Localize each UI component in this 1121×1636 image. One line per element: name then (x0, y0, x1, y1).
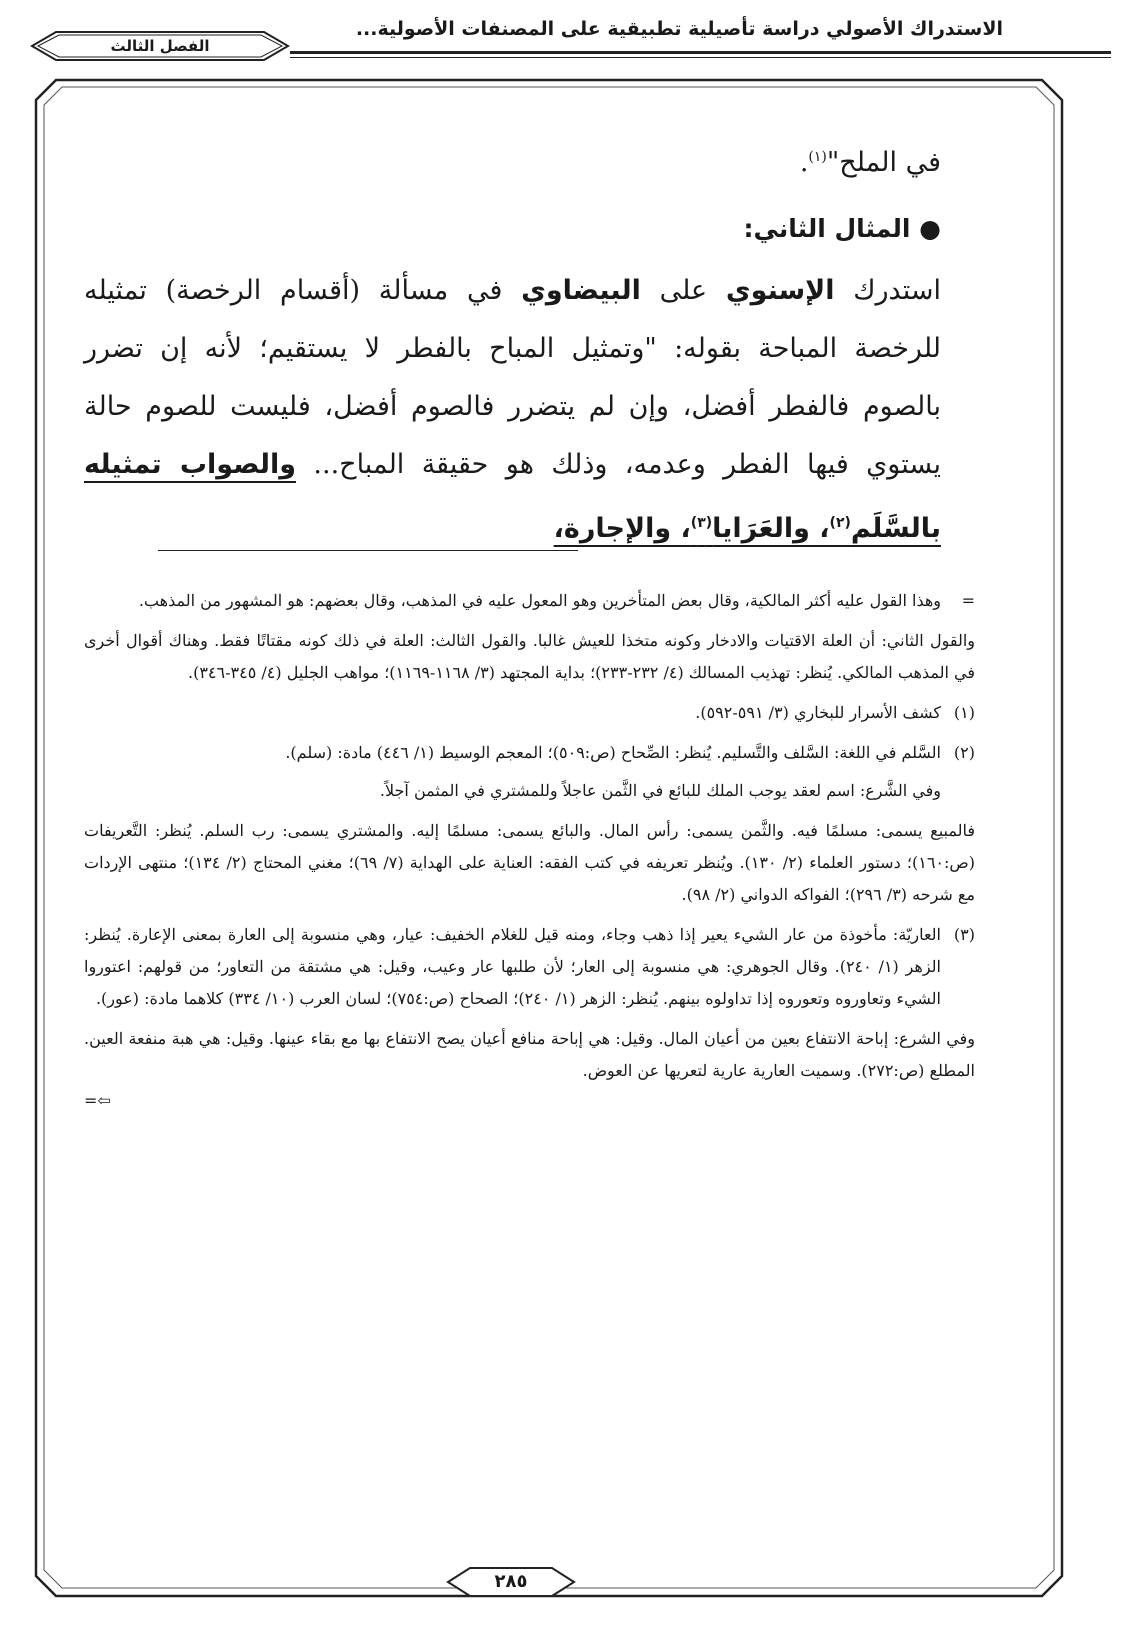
footnote-text: وفي الشَّرع: اسم لعقد يوجب الملك للبائع في الثَّمن عاجلاً وللمشتري في المثمن آجلاً. (379, 781, 941, 800)
author-isnawi: الإسنوي (725, 275, 835, 306)
footnote-number: (٢) (953, 743, 975, 762)
footnote-2 (84, 737, 975, 807)
footnote-cont-para-1: وهذا القول عليه أكثر المالكية، وقال بعض المتأخرين وهو المعول عليه في المذهب، وقال بعضهم: هو المشهور من المذهب. (138, 591, 941, 610)
footnote-text: وفي الشرع: إباحة الانتفاع بعين من أعيان المال. وقيل: هي إباحة منافع أعيان يصح الانتفاع بها مع بقاء عينها. وقيل: هي هبة منفعة العين. المطلع (ص:٢٧٢). وسميت العارية عارية لتعريها عن العوض. (84, 1029, 975, 1080)
ijara-text: ، والإجارة، (553, 513, 691, 544)
page-number-badge (446, 1565, 576, 1599)
footnotes (84, 585, 975, 1117)
page-number: ٢٨٥ (494, 1571, 528, 1592)
quote-end-text: في الملح" (826, 147, 941, 178)
example-heading: ● المثال الثاني: (743, 214, 941, 243)
body-line-0 (84, 128, 941, 192)
footnote-3 (84, 919, 975, 1015)
footnote-separator (158, 550, 578, 551)
footnote-text: فالمبيع يسمى: مسلمًا فيه. والثَّمن يسمى: رأس المال. والبائع يسمى: مسلمًا إليه. والمشتري يسمى: رب السلم. يُنظر: التَّعريفات (ص:١٦٠)؛ دستور العلماء (٢/ ١٣٠). ويُنظر تعريفه في كتب الفقه: العناية على الهداية (٧/ ٦٩)؛ مغني المحتاج (٢/ ١٣٤)؛ منتهى الإردات مع شرحه (٣/ ٢٩٦)؛ الفواكه الدواني (٢/ ٩٨). (84, 821, 975, 904)
continued-next-page-marker: ⇦= (84, 1091, 111, 1110)
salam-text: والصواب تمثيله بالسَّلَم (84, 449, 941, 544)
footnote-3-continued (84, 1023, 975, 1109)
footnote-ref-1: (١) (808, 149, 827, 165)
footnote-1 (84, 697, 975, 729)
para-text-a: استدرك (834, 275, 941, 306)
para-text-e: في مسألة (أقسام الرخصة) تمثيله للرخصة المباحة بقوله: "وتمثيل المباح بالفطر لا يستقيم؛ لأنه إن تضرر بالصوم فالفطر أفضل، وإن لم يتضرر فالصوم أفضل، فليست للصوم حالة يستوي فيها الفطر وعدمه، وذلك هو حقيقة المباح... (84, 275, 941, 480)
chapter-tab (30, 28, 290, 64)
footnote-continuation (84, 585, 975, 617)
chapter-label: الفصل الثالث (110, 37, 210, 55)
footnote-continuation-2 (84, 625, 975, 689)
araya-text: ، والعَرَايا (712, 513, 830, 544)
header-rule (290, 51, 1111, 54)
footnote-number: (١) (953, 703, 975, 722)
continuation-marker: = (961, 591, 975, 610)
footnote-text: السَّلم في اللغة: السَّلف والتَّسليم. يُنظر: الصِّحاح (ص:٥٠٩)؛ المعجم الوسيط (١/ ٤٤٦) مادة: (سلم). (285, 743, 941, 762)
footnote-number: (٣) (953, 925, 975, 944)
para-text-c: على (640, 275, 726, 306)
footnote-text: العاريّة: مأخوذة من عار الشيء يعير إذا ذهب وجاء، ومنه قيل للغلام الخفيف: عيار، وهي منسوبة إلى العارة بمعنى الإعارة. يُنظر: الزهر (١/ ٢٤٠). وقال الجوهري: هي منسوبة إلى العار؛ لأن طلبها عار وعيب، وقيل: هي مشتقة من التعاور؛ من قولهم: اعتوروا الشيء وتعاوروه وتعوروه إذا تداولوه بينهم. يُنظر: الزهر (١/ ٢٤٠)؛ الصحاح (ص:٧٥٤)؛ لسان العرب (١٠/ ٣٣٤) كلاهما مادة: (عور). (84, 925, 941, 1008)
running-header-title: الاستدراك الأصولي دراسة تأصيلية تطبيقية على المصنفات الأصولية... (355, 18, 1003, 40)
line-end-period: . (799, 147, 809, 178)
footnote-ref-2: (٢) (829, 515, 851, 531)
footnote-ref-3: (٣) (690, 515, 713, 531)
header-rule-thin (290, 57, 1111, 58)
footnote-2-continued (84, 815, 975, 911)
author-baydawi: البيضاوي (521, 275, 641, 306)
main-paragraph (84, 262, 941, 558)
footnote-text: كشف الأسرار للبخاري (٣/ ٥٩١-٥٩٢). (695, 703, 941, 722)
footnote-cont-para-2: والقول الثاني: أن العلة الاقتيات والادخار وكونه متخذا للعيش غالبا. والقول الثالث: العلة في ذلك كونه مقتاتًا فقط. وهناك أقوال أخرى في المذهب المالكي. يُنظر: تهذيب المسالك (٤/ ٢٣٢-٢٣٣)؛ بداية المجتهد (٣/ ١١٦٨-١١٦٩)؛ مواهب الجليل (٤/ ٣٤٥-٣٤٦). (84, 631, 975, 682)
